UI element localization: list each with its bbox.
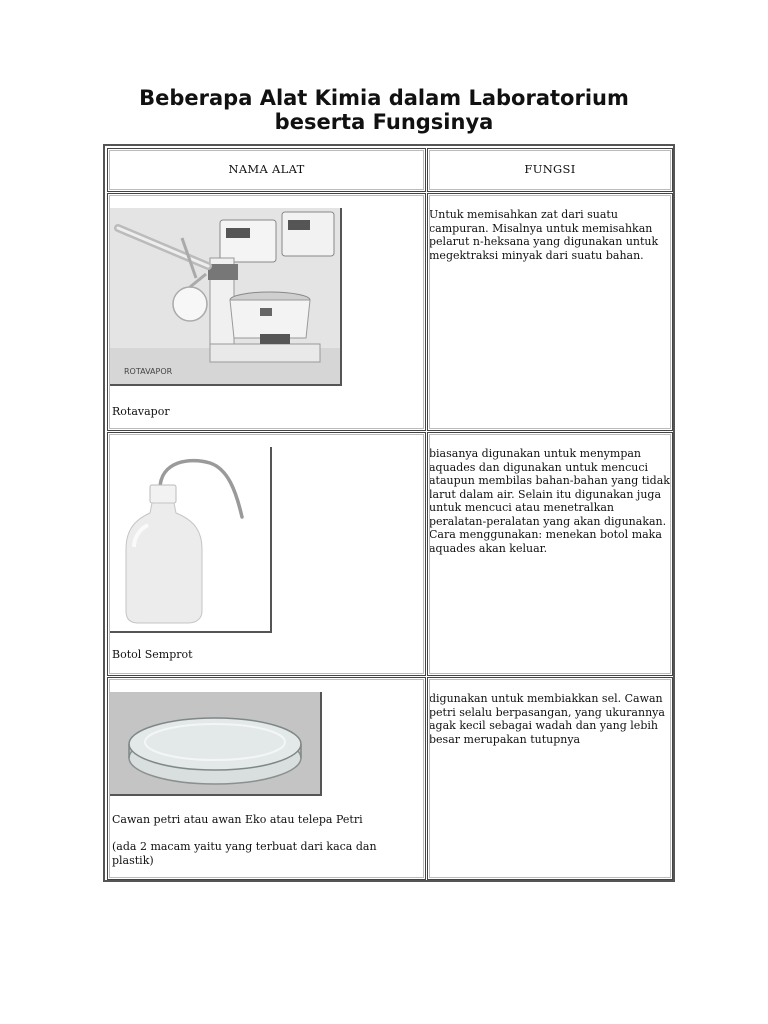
table-row-cawan-petri-name [107,677,426,880]
table-row-botol-semprot-function [427,432,673,676]
botol-semprot-function-text: biasanya digunakan untuk menympan aquades dan digunakan untuk mencuci ataupun membilas bahan-bahan yang tidak larut dalam air. Selain itu digunakan juga untuk mencuci atau menetralkan peralatan-peralatan yang akan digunakan. Cara menggunakan: menekan botol maka aquades akan keluar. [429,447,670,555]
table-row-rotavapor-function [427,193,673,431]
header-name-label: NAMA ALAT [228,162,305,177]
table-row-botol-semprot-name [107,432,426,676]
wash-bottle-illustration [110,447,270,631]
table-row-rotavapor-name [107,193,426,431]
table-row-cawan-petri-function [427,677,673,880]
title-line-2: beserta Fungsinya [274,110,494,134]
cawan-petri-image [110,692,322,796]
cawan-petri-function-text: digunakan untuk membiakkan sel. Cawan petri selalu berpasangan, yang ukurannya agak kecil sebagai wadah dan yang lebih besar merupakan tutupnya [429,692,665,746]
cawan-petri-note: (ada 2 macam yaitu yang terbuat dari kaca dan plastik) [112,840,377,867]
rotavapor-image-caption: ROTAVAPOR [124,367,173,376]
botol-semprot-name-label: Botol Semprot [112,648,193,661]
header-cell-function [427,148,673,192]
cawan-petri-name-label: Cawan petri atau awan Eko atau telepa Petri [112,813,363,826]
botol-semprot-image [110,447,272,633]
rotavapor-illustration [110,208,340,384]
rotavapor-image [110,208,342,386]
header-cell-name [107,148,426,192]
page-title [0,86,768,134]
rotavapor-name-label: Rotavapor [112,405,170,418]
header-function-label: FUNGSI [524,162,576,177]
title-line-1: Beberapa Alat Kimia dalam Laboratorium [139,86,629,110]
rotavapor-function-text: Untuk memisahkan zat dari suatu campuran. Misalnya untuk memisahkan pelarut n-heksana yang digunakan untuk megektraksi minyak dari suatu bahan. [429,208,659,262]
tools-table [103,144,675,882]
petri-dish-illustration [110,692,320,794]
